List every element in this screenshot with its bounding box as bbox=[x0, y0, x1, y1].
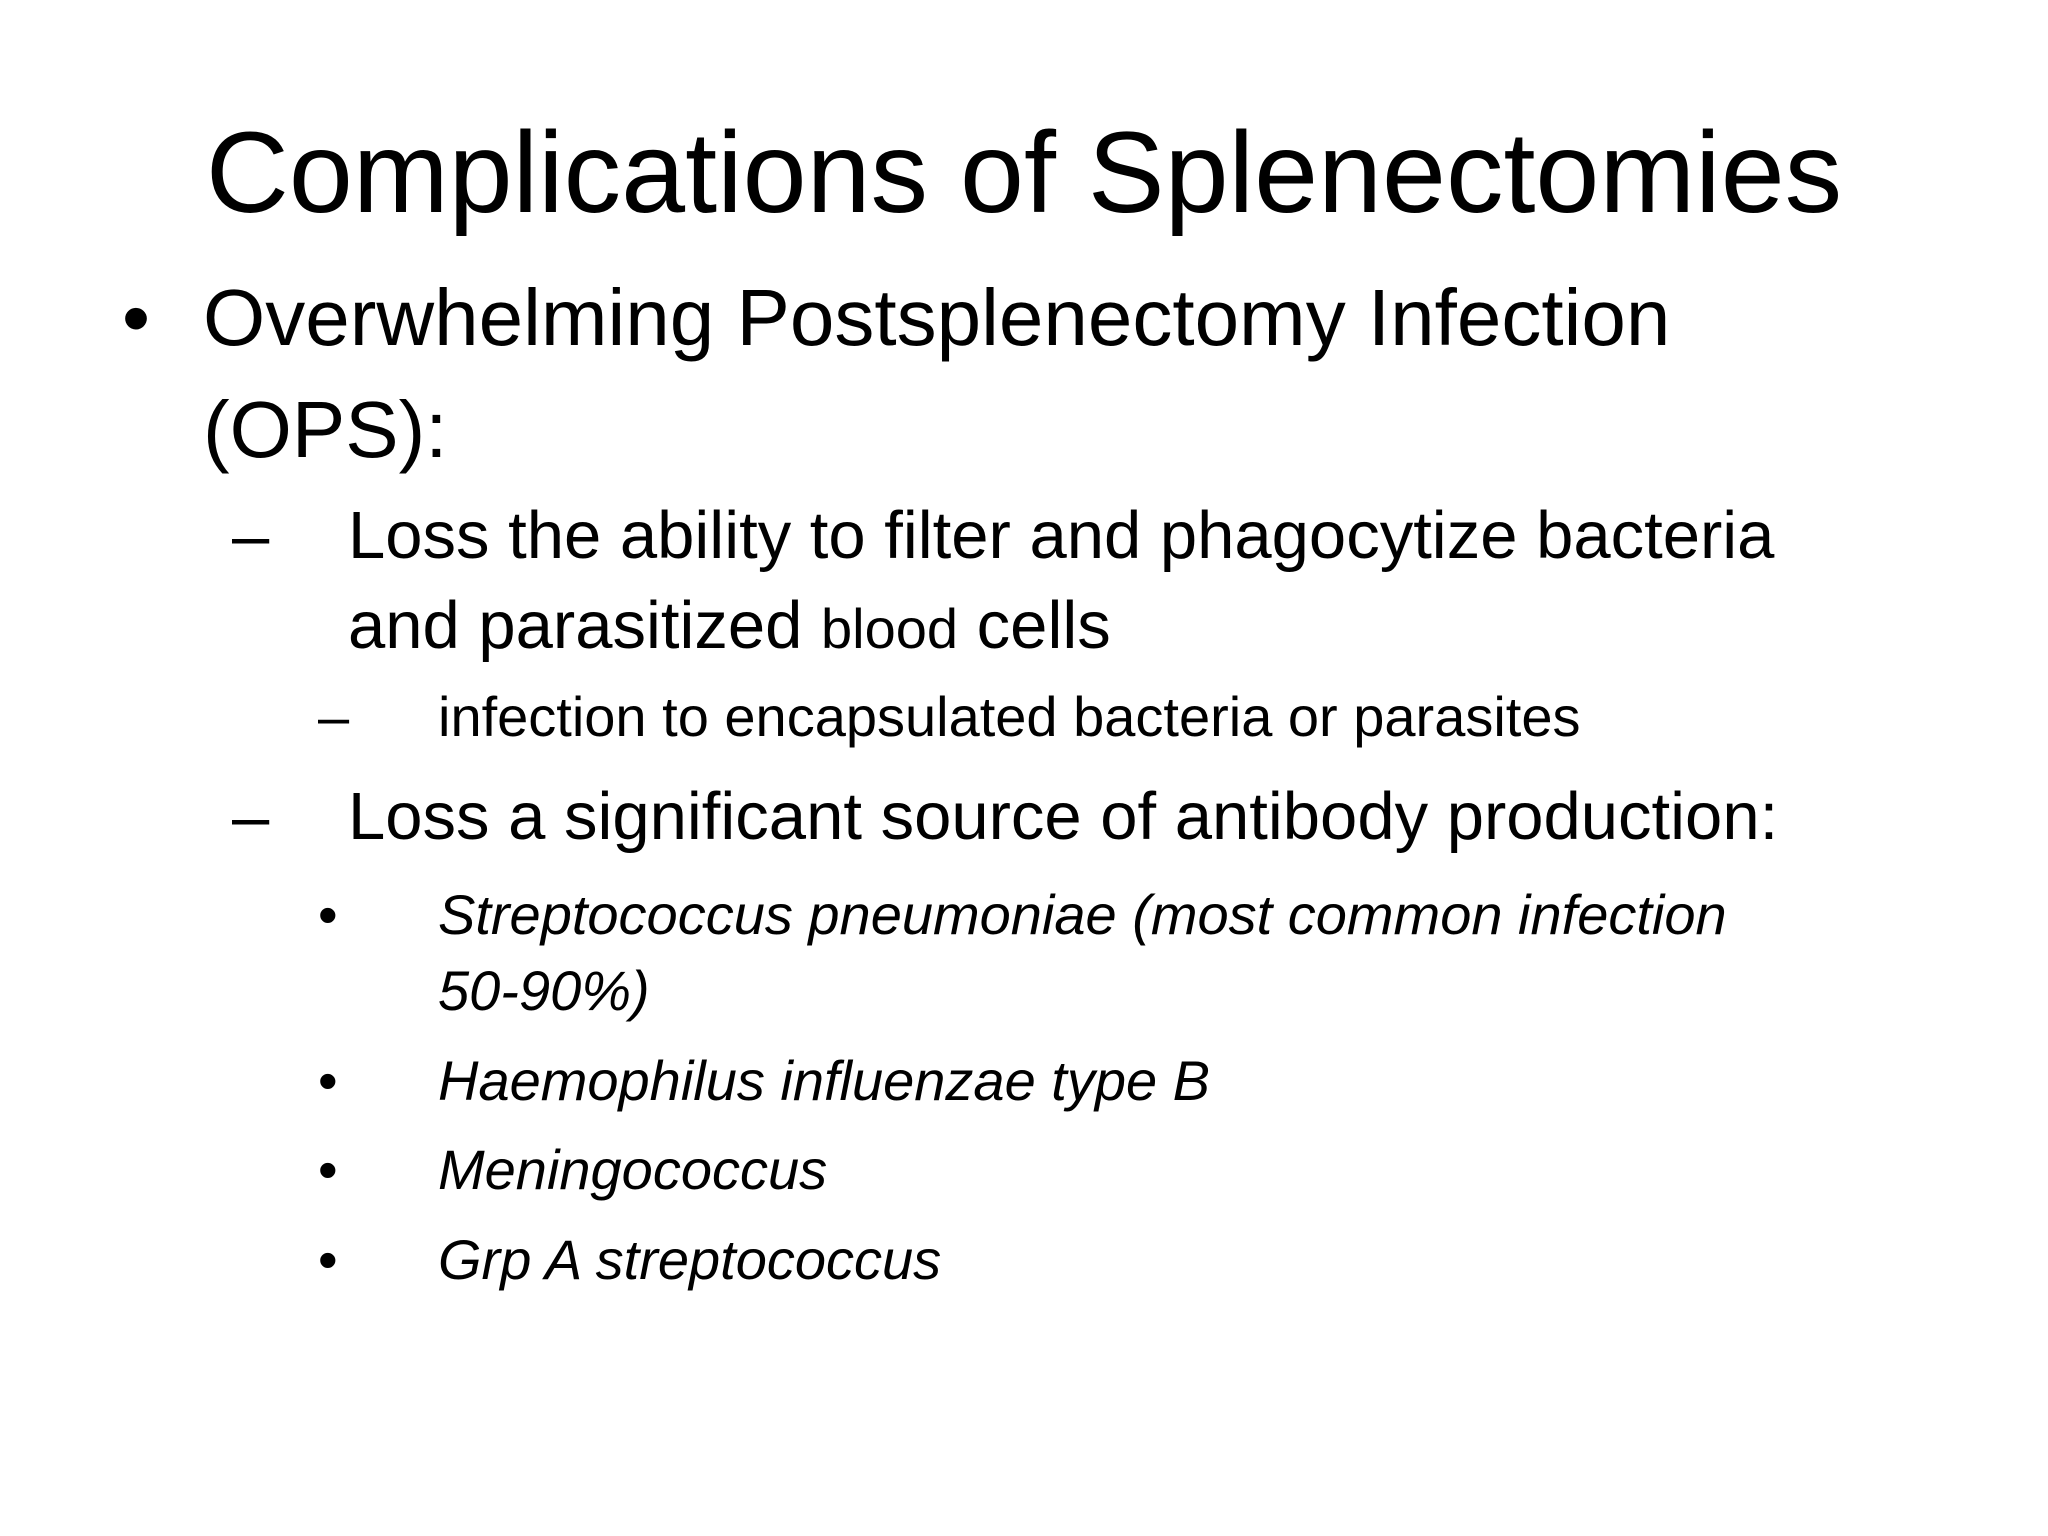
bullet-marker: • bbox=[318, 1049, 338, 1112]
sub-point-1-text-small: blood bbox=[821, 597, 959, 660]
slide-title: Complications of Splenectomies bbox=[205, 109, 1843, 237]
bullet-marker: • bbox=[318, 1138, 338, 1201]
dash-marker: – bbox=[232, 498, 270, 573]
sub-point-1-text-a: and parasitized bbox=[348, 588, 822, 663]
main-point-line-1: Overwhelming Postsplenectomy Infection bbox=[203, 273, 1671, 362]
organism-4: Grp A streptococcus bbox=[438, 1228, 942, 1291]
bullet-marker: • bbox=[318, 1228, 338, 1291]
sub-point-1-text-c: cells bbox=[958, 588, 1111, 663]
sub-point-1-line-1: Loss the ability to filter and phagocytize bacteria bbox=[348, 498, 1775, 573]
organism-1-line-2: 50-90%) bbox=[438, 959, 650, 1022]
main-point-line-2: (OPS): bbox=[203, 385, 448, 474]
organism-1-line-1: Streptococcus pneumoniae (most common infection bbox=[438, 883, 1727, 946]
dash-marker: – bbox=[318, 685, 350, 748]
bullet-marker: • bbox=[318, 883, 338, 946]
sub-sub-point-1: infection to encapsulated bacteria or parasites bbox=[438, 685, 1581, 748]
organism-3: Meningococcus bbox=[438, 1138, 828, 1201]
sub-point-2: Loss a significant source of antibody production: bbox=[348, 779, 1779, 854]
sub-point-1-line-2 bbox=[348, 580, 1111, 675]
bullet-marker: • bbox=[122, 273, 151, 362]
dash-marker: – bbox=[232, 779, 270, 854]
organism-2: Haemophilus influenzae type B bbox=[438, 1049, 1211, 1112]
